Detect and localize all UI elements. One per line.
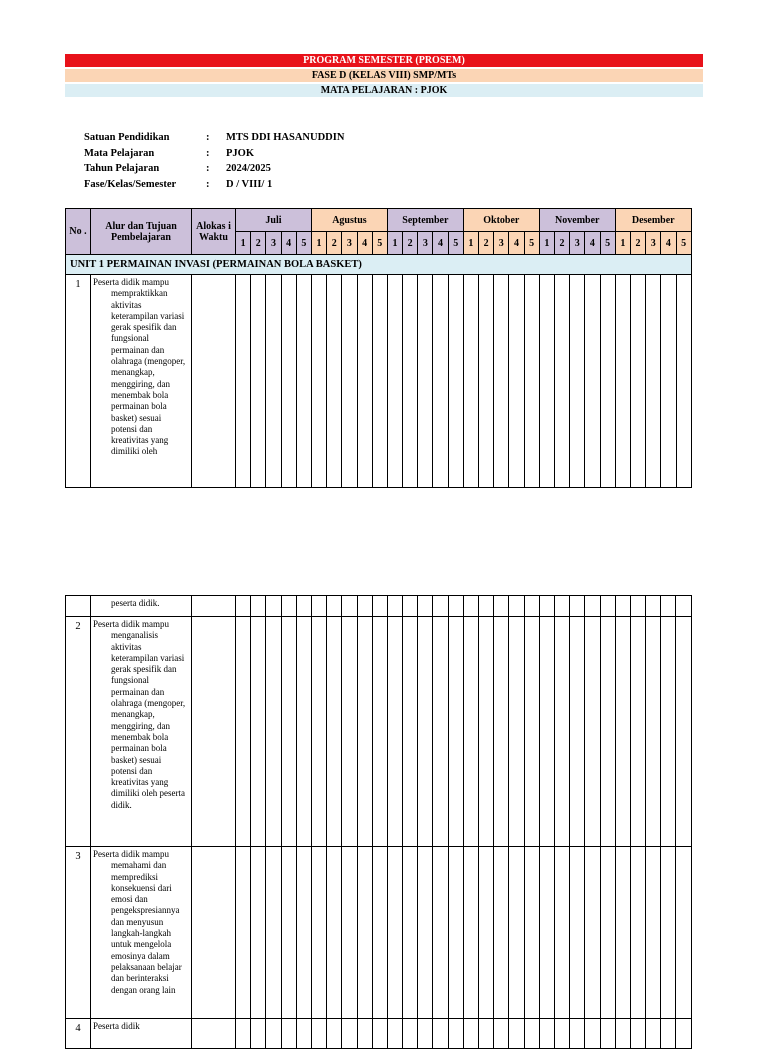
- schedule-cell: [646, 275, 661, 488]
- schedule-cell: [357, 275, 372, 488]
- table-row: [66, 1019, 692, 1049]
- schedule-cell: [676, 596, 691, 617]
- week-cell: 5: [676, 232, 691, 255]
- header-no: No .: [66, 209, 91, 255]
- schedule-cell: [357, 847, 372, 1019]
- schedule-cell: [387, 275, 402, 488]
- row-number: 2: [66, 617, 91, 847]
- schedule-cell: [418, 617, 433, 847]
- week-cell: 1: [236, 232, 251, 255]
- header-alur: Alur dan Tujuan Pembelajaran: [91, 209, 192, 255]
- schedule-cell: [554, 617, 569, 847]
- row-description: [91, 275, 192, 488]
- schedule-cell: [296, 847, 311, 1019]
- schedule-cell: [585, 275, 600, 488]
- schedule-cell: [509, 596, 524, 617]
- schedule-cell: [372, 275, 387, 488]
- schedule-cell: [585, 617, 600, 847]
- schedule-cell: [281, 596, 296, 617]
- schedule-cell: [342, 847, 357, 1019]
- schedule-cell: [630, 596, 645, 617]
- week-cell: 1: [387, 232, 402, 255]
- schedule-cell: [433, 596, 448, 617]
- title-text: PROGRAM SEMESTER (PROSEM): [303, 55, 465, 66]
- schedule-cell: [418, 847, 433, 1019]
- schedule-cell: [463, 847, 478, 1019]
- schedule-cell: [281, 847, 296, 1019]
- schedule-cell: [236, 596, 251, 617]
- schedule-cell: [433, 1019, 448, 1049]
- schedule-cell: [342, 617, 357, 847]
- header-month-juli: Juli: [236, 209, 312, 232]
- week-cell: 3: [646, 232, 661, 255]
- schedule-cell: [630, 1019, 645, 1049]
- schedule-cell: [327, 617, 342, 847]
- week-cell: 2: [554, 232, 569, 255]
- schedule-cell: [311, 617, 326, 847]
- schedule-cell: [479, 1019, 494, 1049]
- header-month-oktober: Oktober: [463, 209, 539, 232]
- week-cell: 2: [630, 232, 645, 255]
- schedule-cell: [615, 847, 630, 1019]
- schedule-cell: [479, 847, 494, 1019]
- schedule-cell: [600, 1019, 615, 1049]
- schedule-cell: [403, 596, 418, 617]
- week-cell: 3: [494, 232, 509, 255]
- schedule-cell: [463, 617, 478, 847]
- table-row: [66, 275, 692, 488]
- schedule-cell: [600, 275, 615, 488]
- week-cell: 4: [357, 232, 372, 255]
- desc-rest: memahami dan memprediksi konsekuensi dari emosi dan pengekspresiannya dan menyusun langkah-langkah untuk mengelola emosinya dalam pelaksanaan belajar dan berinteraksi dengan orang lain: [111, 860, 182, 995]
- schedule-cell: [266, 275, 281, 488]
- info-label: Satuan Pendidikan: [84, 132, 170, 143]
- schedule-cell: [661, 596, 676, 617]
- schedule-cell: [524, 1019, 539, 1049]
- week-cell: 4: [281, 232, 296, 255]
- schedule-cell: [539, 1019, 554, 1049]
- table-header-row: [66, 209, 692, 232]
- week-cell: 5: [372, 232, 387, 255]
- header-month-desember: Desember: [615, 209, 691, 232]
- schedule-cell: [646, 617, 661, 847]
- schedule-cell: [418, 275, 433, 488]
- week-cell: 5: [600, 232, 615, 255]
- schedule-cell: [630, 275, 645, 488]
- row-number: 1: [66, 275, 91, 488]
- week-cell: 4: [585, 232, 600, 255]
- schedule-cell: [387, 617, 402, 847]
- desc-first: Peserta didik mampu: [93, 849, 169, 859]
- schedule-cell: [357, 596, 372, 617]
- schedule-cell: [661, 1019, 676, 1049]
- schedule-cell: [463, 275, 478, 488]
- schedule-cell: [372, 1019, 387, 1049]
- schedule-cell: [524, 847, 539, 1019]
- subject-banner: [65, 84, 703, 97]
- schedule-cell: [600, 617, 615, 847]
- row-description: [91, 1019, 192, 1049]
- schedule-cell: [236, 275, 251, 488]
- schedule-cell: [479, 275, 494, 488]
- schedule-cell: [433, 275, 448, 488]
- week-cell: 2: [327, 232, 342, 255]
- header-month-november: November: [539, 209, 615, 232]
- week-cell: 5: [296, 232, 311, 255]
- schedule-cell: [251, 275, 266, 488]
- schedule-cell: [281, 1019, 296, 1049]
- schedule-cell: [630, 847, 645, 1019]
- schedule-cell: [236, 1019, 251, 1049]
- desc-first: Peserta didik mampu: [93, 619, 169, 629]
- schedule-cell: [251, 596, 266, 617]
- schedule-cell: [418, 1019, 433, 1049]
- schedule-cell: [524, 617, 539, 847]
- title-banner: [65, 54, 703, 67]
- schedule-cell: [433, 617, 448, 847]
- schedule-cell: [509, 275, 524, 488]
- week-cell: 5: [524, 232, 539, 255]
- schedule-cell: [403, 275, 418, 488]
- schedule-cell: [357, 1019, 372, 1049]
- week-cell: 2: [479, 232, 494, 255]
- schedule-cell: [251, 1019, 266, 1049]
- row-description: [91, 847, 192, 1019]
- schedule-cell: [266, 596, 281, 617]
- row-number: 4: [66, 1019, 91, 1049]
- header-month-september: September: [387, 209, 463, 232]
- schedule-cell: [494, 275, 509, 488]
- header-month-agustus: Agustus: [311, 209, 387, 232]
- unit-title: UNIT 1 PERMAINAN INVASI (PERMAINAN BOLA BASKET): [66, 255, 692, 275]
- schedule-cell: [311, 1019, 326, 1049]
- schedule-cell: [539, 275, 554, 488]
- week-cell: 5: [448, 232, 463, 255]
- schedule-cell: [661, 275, 676, 488]
- schedule-cell: [448, 1019, 463, 1049]
- schedule-cell: [372, 617, 387, 847]
- schedule-cell: [661, 617, 676, 847]
- info-value: D / VIII/ 1: [226, 178, 273, 190]
- schedule-cell: [494, 596, 509, 617]
- schedule-cell: [524, 275, 539, 488]
- desc-rest: peserta didik.: [111, 598, 160, 608]
- schedule-cell: [539, 847, 554, 1019]
- schedule-cell: [266, 1019, 281, 1049]
- schedule-cell: [509, 617, 524, 847]
- schedule-cell: [448, 275, 463, 488]
- subject-text: MATA PELAJARAN : PJOK: [320, 85, 448, 96]
- week-cell: 1: [463, 232, 478, 255]
- info-value: PJOK: [226, 147, 254, 159]
- schedule-cell: [327, 847, 342, 1019]
- row-description: [91, 617, 192, 847]
- schedule-cell: [646, 596, 661, 617]
- schedule-cell: [296, 275, 311, 488]
- week-cell: 4: [661, 232, 676, 255]
- week-cell: 1: [539, 232, 554, 255]
- schedule-cell: [296, 1019, 311, 1049]
- schedule-cell: [570, 847, 585, 1019]
- week-cell: 4: [509, 232, 524, 255]
- schedule-cell: [600, 847, 615, 1019]
- info-colon: :: [206, 163, 210, 174]
- schedule-cell: [539, 617, 554, 847]
- alokasi-cell: [192, 275, 236, 488]
- schedule-cell: [403, 1019, 418, 1049]
- schedule-cell: [494, 617, 509, 847]
- desc-first: Peserta didik mampu: [93, 277, 169, 287]
- row-description: [91, 596, 192, 617]
- schedule-cell: [646, 847, 661, 1019]
- alokasi-cell: [192, 596, 236, 617]
- schedule-cell: [494, 847, 509, 1019]
- schedule-cell: [524, 596, 539, 617]
- schedule-cell: [570, 596, 585, 617]
- schedule-cell: [311, 847, 326, 1019]
- row-number: 3: [66, 847, 91, 1019]
- schedule-cell: [448, 596, 463, 617]
- schedule-cell: [266, 617, 281, 847]
- schedule-cell: [615, 617, 630, 847]
- alokasi-cell: [192, 617, 236, 847]
- schedule-cell: [554, 847, 569, 1019]
- table-row: [66, 617, 692, 847]
- schedule-cell: [570, 275, 585, 488]
- schedule-cell: [342, 596, 357, 617]
- info-label: Fase/Kelas/Semester: [84, 178, 177, 190]
- table-row: [66, 596, 692, 617]
- schedule-cell: [403, 847, 418, 1019]
- info-value: MTS DDI HASANUDDIN: [226, 132, 345, 143]
- schedule-cell: [646, 1019, 661, 1049]
- schedule-cell: [539, 596, 554, 617]
- desc-first: Peserta didik: [93, 1021, 140, 1031]
- schedule-cell: [661, 847, 676, 1019]
- schedule-cell: [296, 617, 311, 847]
- schedule-cell: [418, 596, 433, 617]
- schedule-cell: [372, 847, 387, 1019]
- week-cell: 3: [266, 232, 281, 255]
- schedule-cell: [236, 847, 251, 1019]
- schedule-cell: [357, 617, 372, 847]
- schedule-cell: [372, 596, 387, 617]
- schedule-cell: [615, 275, 630, 488]
- schedule-cell: [463, 596, 478, 617]
- week-cell: 2: [403, 232, 418, 255]
- row-number: [66, 596, 91, 617]
- schedule-cell: [342, 1019, 357, 1049]
- info-value: 2024/2025: [226, 163, 271, 174]
- schedule-cell: [327, 596, 342, 617]
- schedule-cell: [251, 847, 266, 1019]
- week-cell: 4: [433, 232, 448, 255]
- info-colon: :: [206, 132, 210, 143]
- info-colon: :: [206, 147, 210, 159]
- schedule-cell: [615, 1019, 630, 1049]
- week-cell: 1: [615, 232, 630, 255]
- schedule-cell: [448, 847, 463, 1019]
- schedule-cell: [676, 847, 691, 1019]
- schedule-cell: [494, 1019, 509, 1049]
- alokasi-cell: [192, 847, 236, 1019]
- phase-text: FASE D (KELAS VIII) SMP/MTs: [311, 70, 457, 81]
- schedule-cell: [387, 1019, 402, 1049]
- semester-program-table-continued: [65, 595, 692, 1049]
- schedule-cell: [296, 596, 311, 617]
- unit-row: [66, 255, 692, 275]
- schedule-cell: [387, 596, 402, 617]
- schedule-cell: [342, 275, 357, 488]
- schedule-cell: [554, 1019, 569, 1049]
- week-cell: 3: [570, 232, 585, 255]
- phase-banner: [65, 69, 703, 82]
- info-label: Tahun Pelajaran: [84, 163, 160, 174]
- schedule-cell: [251, 617, 266, 847]
- schedule-cell: [585, 596, 600, 617]
- schedule-cell: [463, 1019, 478, 1049]
- week-cell: 1: [311, 232, 326, 255]
- schedule-cell: [433, 847, 448, 1019]
- table-row: [66, 847, 692, 1019]
- week-cell: 3: [418, 232, 433, 255]
- week-cell: 2: [251, 232, 266, 255]
- semester-program-table: [65, 208, 692, 488]
- schedule-cell: [387, 847, 402, 1019]
- schedule-cell: [479, 617, 494, 847]
- schedule-cell: [585, 847, 600, 1019]
- schedule-cell: [509, 1019, 524, 1049]
- schedule-cell: [630, 617, 645, 847]
- schedule-cell: [281, 617, 296, 847]
- schedule-cell: [554, 596, 569, 617]
- schedule-cell: [676, 275, 691, 488]
- alokasi-cell: [192, 1019, 236, 1049]
- schedule-cell: [615, 596, 630, 617]
- schedule-cell: [403, 617, 418, 847]
- schedule-cell: [600, 596, 615, 617]
- schedule-cell: [570, 1019, 585, 1049]
- info-label: Mata Pelajaran: [84, 147, 155, 159]
- schedule-cell: [676, 1019, 691, 1049]
- schedule-cell: [327, 275, 342, 488]
- schedule-cell: [554, 275, 569, 488]
- desc-rest: mempraktikkan aktivitas keterampilan variasi gerak spesifik dan fungsional permainan dan olahraga (mengoper, menangkap, menggiring, dan menembak bola permainan bola basket) sesuai potensi dan kreativitas yang dimiliki oleh: [111, 288, 186, 457]
- schedule-cell: [327, 1019, 342, 1049]
- schedule-cell: [479, 596, 494, 617]
- schedule-cell: [509, 847, 524, 1019]
- schedule-cell: [676, 617, 691, 847]
- week-cell: 3: [342, 232, 357, 255]
- schedule-cell: [448, 617, 463, 847]
- schedule-cell: [585, 1019, 600, 1049]
- schedule-cell: [266, 847, 281, 1019]
- desc-rest: menganalisis aktivitas keterampilan variasi gerak spesifik dan fungsional permainan dan olahraga (mengoper, menangkap, menggiring, dan menembak bola permainan bola basket) sesuai potensi dan kreativitas yang dimiliki oleh peserta didik.: [111, 630, 186, 810]
- schedule-cell: [311, 275, 326, 488]
- schedule-cell: [570, 617, 585, 847]
- schedule-cell: [311, 596, 326, 617]
- schedule-cell: [236, 617, 251, 847]
- header-alokasi: Alokas i Waktu: [192, 209, 236, 255]
- schedule-cell: [281, 275, 296, 488]
- info-colon: :: [206, 178, 210, 190]
